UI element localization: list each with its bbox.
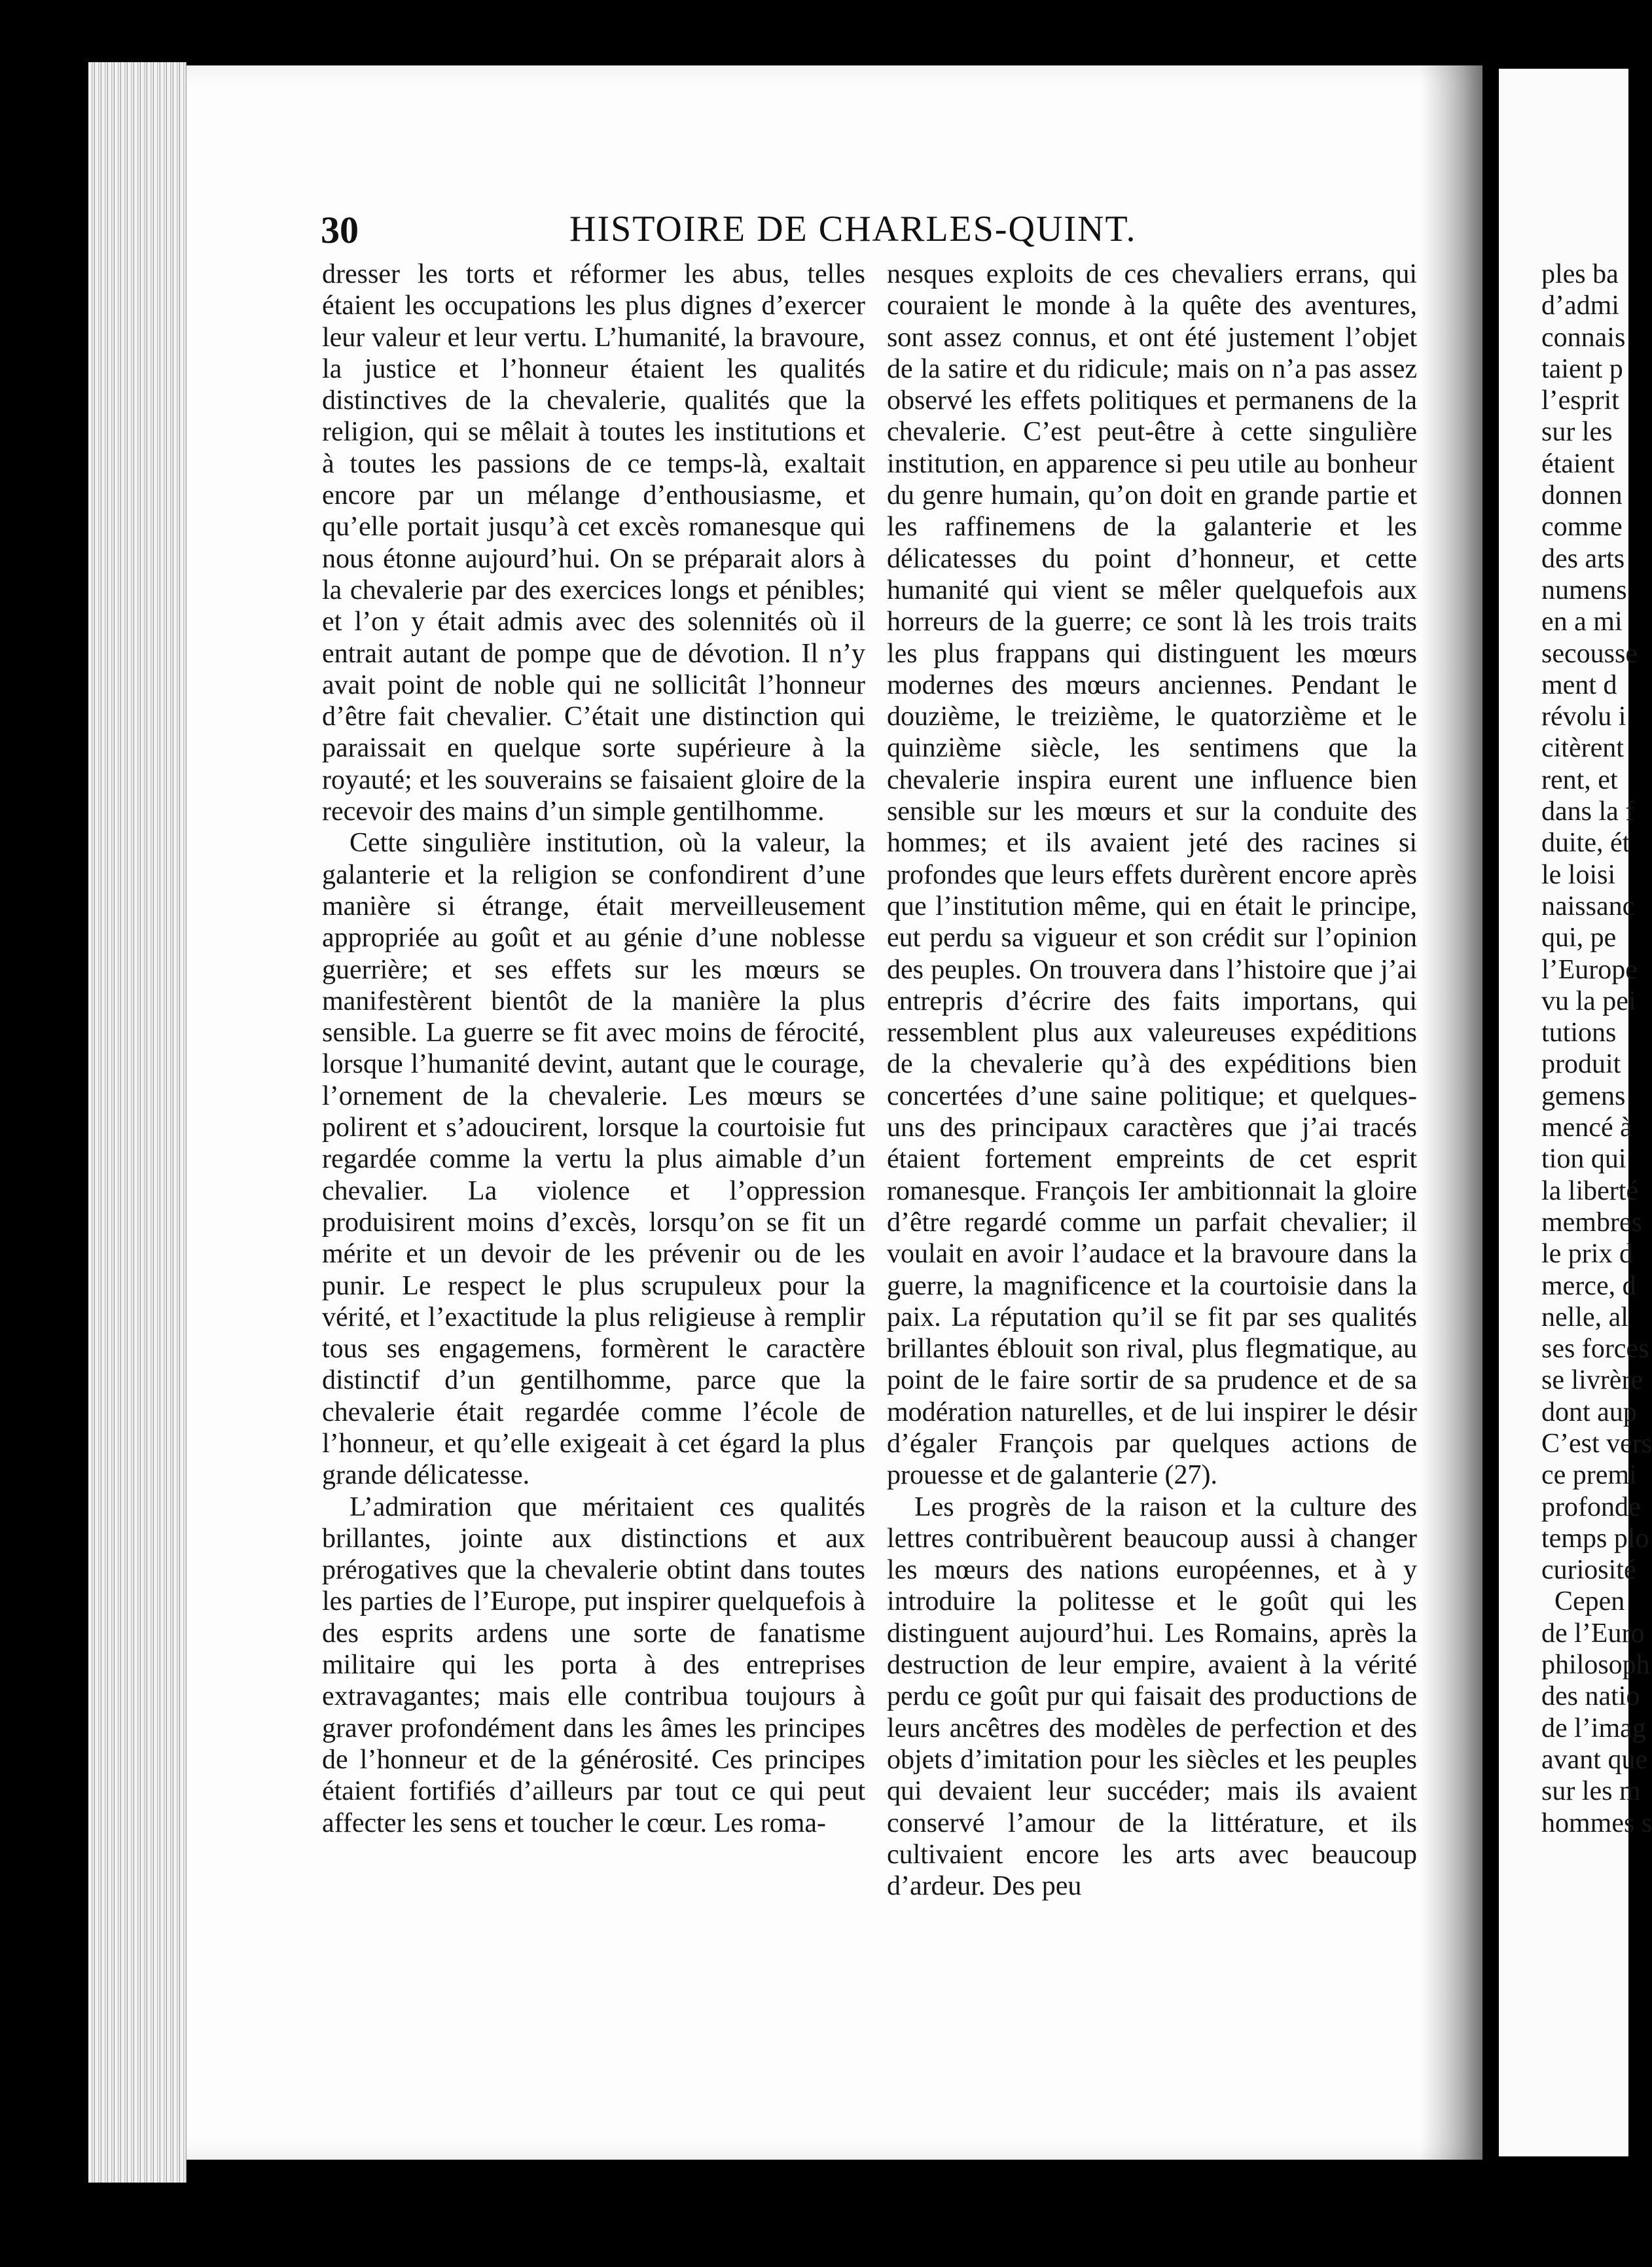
- facing-page-line: secousse: [1541, 638, 1638, 669]
- facing-page-line: l’Europe: [1541, 954, 1638, 985]
- facing-page-line: profonde: [1541, 1491, 1641, 1522]
- facing-page-line: curiosité: [1541, 1555, 1636, 1586]
- facing-page-line: produit: [1541, 1049, 1621, 1080]
- facing-page-line: le loisi: [1541, 859, 1616, 890]
- facing-page-line: dans la f: [1541, 796, 1635, 827]
- facing-page-line: connais: [1541, 322, 1626, 353]
- facing-page-line: l’esprit: [1541, 385, 1619, 416]
- facing-page-line: C’est vers: [1541, 1428, 1652, 1459]
- facing-page-line: temps plo: [1541, 1523, 1649, 1554]
- facing-page-line: Cepen: [1554, 1586, 1625, 1617]
- facing-page-line: comme: [1541, 512, 1623, 543]
- running-title: HISTOIRE DE CHARLES-QUINT.: [569, 209, 1137, 249]
- facing-page-line: de l’Euro: [1541, 1618, 1645, 1649]
- left-text-column: [322, 259, 865, 1839]
- facing-page-line: qui, pe: [1541, 923, 1617, 954]
- facing-page-line: sur les: [1541, 417, 1613, 448]
- book-page-edges: [88, 62, 187, 2183]
- facing-page-line: mencé à: [1541, 1113, 1632, 1143]
- facing-page-line: ment d: [1541, 669, 1617, 700]
- facing-page-line: des natio: [1541, 1681, 1640, 1712]
- paragraph: dresser les torts et réformer les abus, telles étaient les occupations les plus dignes d’exercer leur valeur et leur vertu. L’humanité, la bravoure, la justice et l’honneur étaient les qualités distinctives de la chevalerie, qualités que la religion, qui se mêlait à toutes les institutions et à toutes les passions de ce temps-là, exaltait encore par un mélange d’enthousiasme, et qu’elle portait jusqu’à cet excès romanesque qui nous étonne aujourd’hui. On se préparait alors à la chevalerie par des exercices longs et pénibles; et l’on y était admis avec des solennités où il entrait autant de pompe que de dévotion. Il n’y avait point de noble qui ne sollicitât l’honneur d’être fait chevalier. C’était une distinction qui paraissait en quelque sorte supérieure à la royauté; et les souverains se faisaient gloire de la recevoir des mains d’un simple gentilhomme.: [322, 259, 865, 827]
- facing-page-line: sur les m: [1541, 1776, 1641, 1807]
- facing-page-line: de l’imag: [1541, 1713, 1646, 1743]
- facing-page-line: ce premi: [1541, 1460, 1637, 1491]
- facing-page-line: nelle, al: [1541, 1302, 1628, 1332]
- page-number: 30: [321, 209, 359, 251]
- facing-page-line: ples ba: [1541, 259, 1619, 289]
- facing-page-line: naissanc: [1541, 891, 1635, 921]
- facing-page-line: hommes s: [1541, 1808, 1652, 1838]
- facing-page-line: rent, et: [1541, 764, 1618, 795]
- facing-page-line: tion qui: [1541, 1144, 1626, 1175]
- facing-page-line: d’admi: [1541, 291, 1619, 321]
- facing-page-line: se livrère: [1541, 1365, 1643, 1396]
- running-head: [321, 208, 1217, 260]
- facing-page-line: dont aup: [1541, 1397, 1637, 1427]
- facing-page-line: philosoph: [1541, 1650, 1650, 1681]
- facing-page-text: [1541, 259, 1652, 1839]
- facing-page-line: citèrent: [1541, 733, 1624, 764]
- facing-page-line: merce, d: [1541, 1270, 1636, 1301]
- paragraph: Cette singulière institution, où la valeur, la galanterie et la religion se confondirent d’une manière si étrange, était merveilleusement appropriée au goût et au génie d’une noblesse guerrière; et ses effets sur les mœurs se manifestèrent bientôt de la manière la plus sensible. La guerre se fit avec moins de férocité, lorsque l’humanité devint, autant que le courage, l’ornement de la chevalerie. Les mœurs se polirent et s’adoucirent, lorsque la courtoisie fut regardée comme la vertu la plus aimable d’un chevalier. La violence et l’oppression produisirent moins d’excès, lorsqu’on se fit un mérite et un devoir de les prévenir ou de les punir. Le respect le plus scrupuleux pour la vérité, et l’exactitude la plus religieuse à remplir tous ses engagemens, formèrent le caractère distinctif d’un gentilhomme, parce que la chevalerie était regardée comme l’école de l’honneur, et qu’elle exigeait à cet égard la plus grande délicatesse.: [322, 828, 865, 1491]
- facing-page-line: vu la pei: [1541, 986, 1636, 1016]
- facing-page-line: gemens: [1541, 1080, 1626, 1111]
- facing-page-line: duite, ét: [1541, 828, 1630, 859]
- facing-page-line: taient p: [1541, 353, 1623, 384]
- facing-page-line: des arts: [1541, 543, 1625, 574]
- facing-page-line: tutions: [1541, 1018, 1617, 1048]
- facing-page-line: en a mi: [1541, 607, 1623, 637]
- facing-page-line: avant que: [1541, 1744, 1648, 1775]
- facing-page-line: membres: [1541, 1207, 1642, 1238]
- facing-page-line: révolu i: [1541, 702, 1626, 732]
- facing-page-line: ses forces: [1541, 1334, 1649, 1365]
- facing-page-line: donnen: [1541, 480, 1623, 511]
- facing-page-line: étaient: [1541, 448, 1615, 479]
- facing-page-line: la liberté: [1541, 1175, 1639, 1206]
- right-text-column: [887, 259, 1417, 1902]
- paragraph: L’admiration que méritaient ces qualités brillantes, jointe aux distinctions et aux prérogatives que la chevalerie obtint dans toutes les parties de l’Europe, put inspirer quelquefois à des esprits ardens une sorte de fanatisme militaire qui les porta à des entreprises extravagantes; mais elle contribua toujours à graver profondément dans les âmes les principes de l’honneur et de la générosité. Ces principes étaient fortifiés d’ailleurs par tout ce qui peut affecter les sens et toucher le cœur. Les roma-: [322, 1491, 865, 1838]
- facing-page-line: le prix d: [1541, 1239, 1633, 1270]
- paragraph: nesques exploits de ces chevaliers errans, qui couraient le monde à la quête des aventures, sont assez connus, et ont été justement l’objet de la satire et du ridicule; mais on n’a pas assez observé les effets politiques et permanens de la chevalerie. C’est peut-être à cette singulière institution, en apparence si peu utile au bonheur du genre humain, qu’on doit en grande partie et les raffinemens de la galanterie et les délicatesses du point d’honneur, et cette humanité qui vient se mêler quelquefois aux horreurs de la guerre; ce sont là les trois traits les plus frappans qui distinguent les mœurs modernes des mœurs anciennes. Pendant le douzième, le treizième, le quatorzième et le quinzième siècle, les sentimens que la chevalerie inspira eurent une influence bien sensible sur les mœurs et sur la conduite des hommes; et ils avaient jeté des racines si profondes que leurs effets durèrent encore après que l’institution même, qui en était le principe, eut perdu sa vigueur et son crédit sur l’opinion des peuples. On trouvera dans l’histoire que j’ai entrepris d’écrire des faits importans, qui ressemblent plus aux valeureuses expéditions de la chevalerie qu’à des expéditions bien concertées d’une saine politique; et quelques-uns des principaux caractères que j’ai tracés étaient fortement empreints de cet esprit romanesque. François Ier ambitionnait la gloire d’être regardé comme un parfait chevalier; il voulait en avoir l’audace et la bravoure dans la guerre, la magnificence et la courtoisie dans la paix. La réputation qu’il se fit par ses qualités brillantes éblouit son rival, plus flegmatique, au point de le faire sortir de sa prudence et de sa modération naturelles, et de lui inspirer le désir d’égaler François par quelques actions de prouesse et de galanterie (27).: [887, 259, 1417, 1491]
- paragraph: Les progrès de la raison et la culture des lettres contribuèrent beaucoup aussi à changer les mœurs des nations européennes, et à y introduire la politesse et le goût qui les distinguent aujourd’hui. Les Romains, après la destruction de leur empire, avaient à la vérité perdu ce goût pur qui faisait des productions de leurs ancêtres des modèles de perfection et des objets d’imitation pour les siècles et les peuples qui devaient leur succéder; mais ils avaient conservé l’amour de la littérature, et ils cultivaient encore les arts avec beaucoup d’ardeur. Des peu: [887, 1491, 1417, 1902]
- facing-page-line: numens: [1541, 575, 1627, 605]
- book-gutter: [1420, 65, 1499, 2160]
